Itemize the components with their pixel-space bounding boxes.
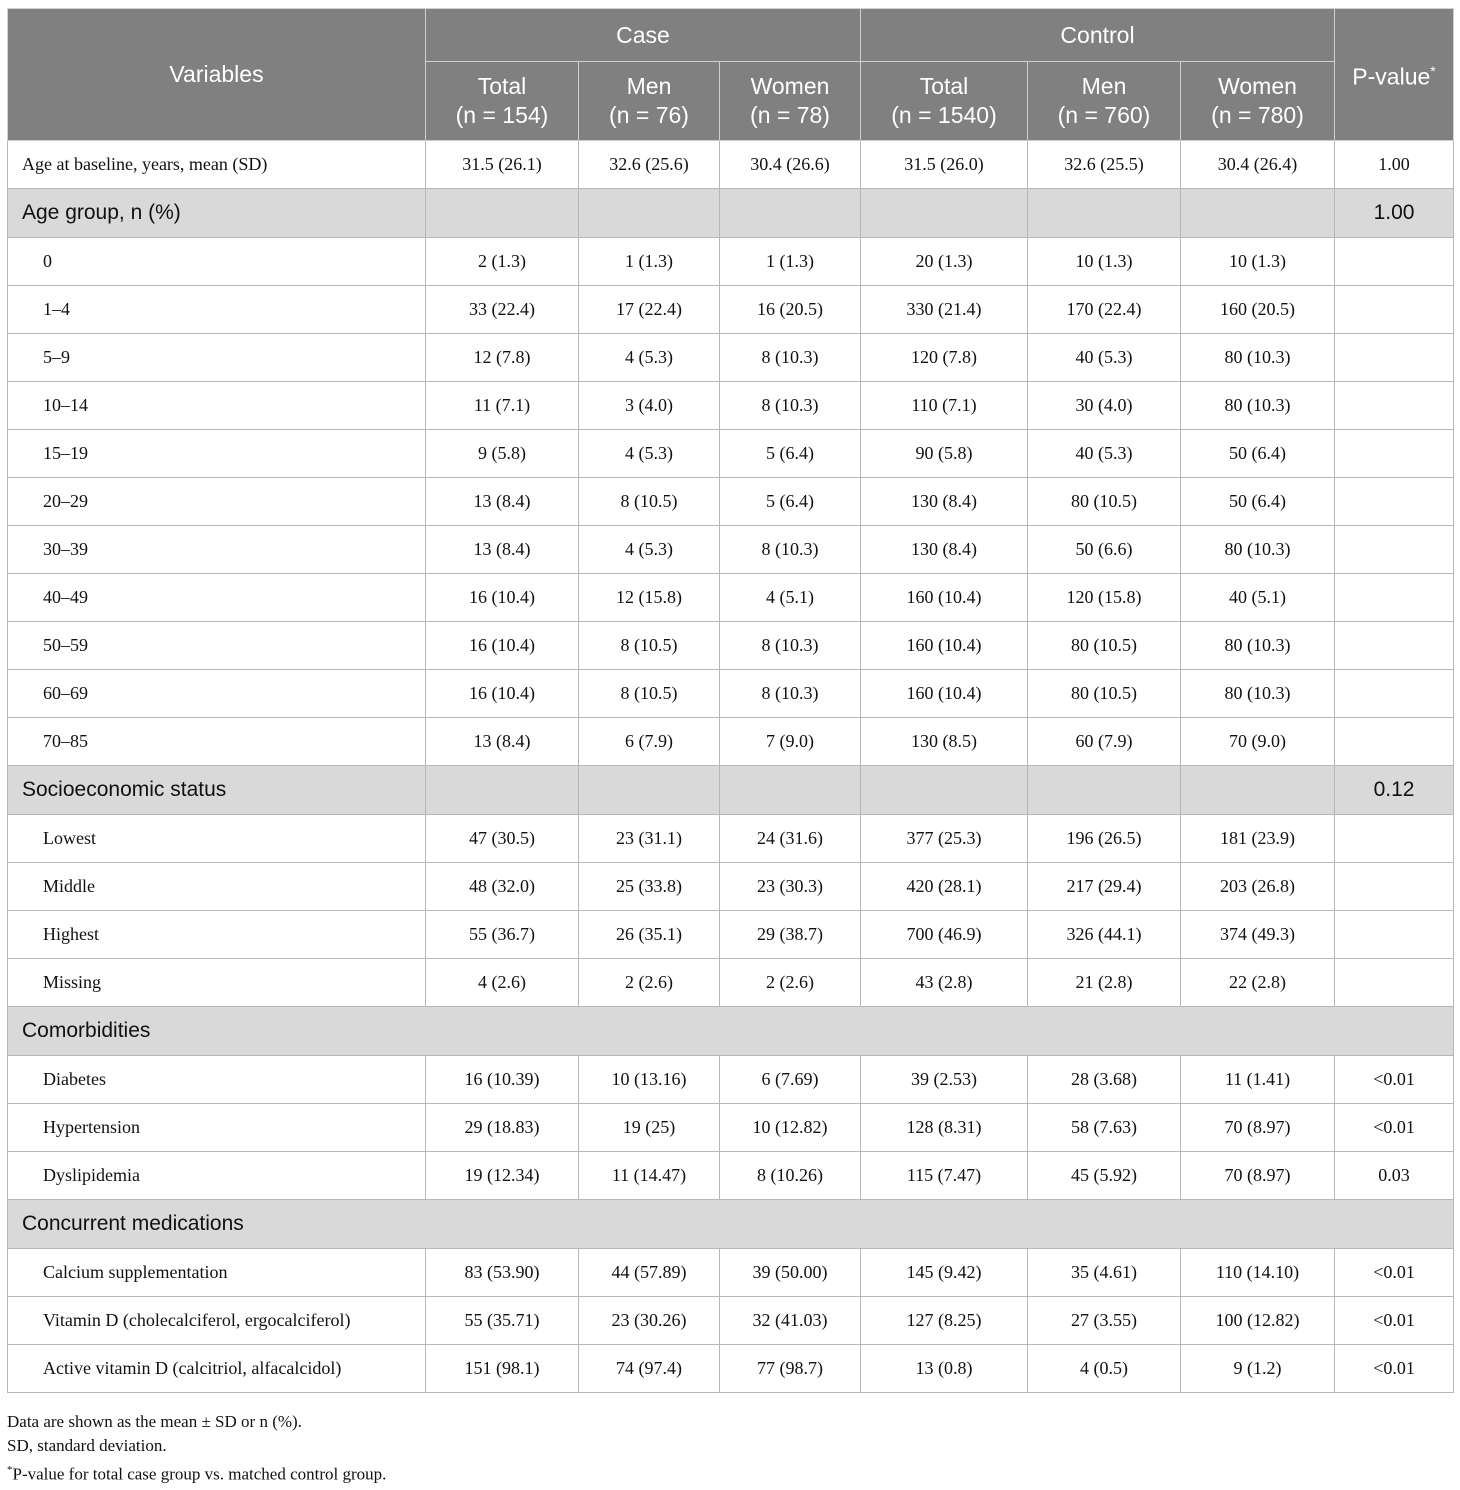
cell-value: 8 (10.5) (579, 670, 720, 718)
cell-pvalue (1335, 718, 1454, 766)
cell-value: 50 (6.4) (1181, 478, 1335, 526)
cell-value: 80 (10.3) (1181, 334, 1335, 382)
cell-value: 30 (4.0) (1028, 382, 1181, 430)
cell-value: 80 (10.5) (1028, 670, 1181, 718)
cell-value: 100 (12.82) (1181, 1297, 1335, 1345)
row-label: Middle (8, 863, 426, 911)
cell-value: 40 (5.3) (1028, 430, 1181, 478)
cell-value: 23 (30.26) (579, 1297, 720, 1345)
cell-value: 128 (8.31) (861, 1104, 1028, 1152)
table-row (8, 478, 1454, 526)
header-col-n: (n = 154) (455, 102, 549, 128)
table-row (8, 622, 1454, 670)
cell-value: 10 (1.3) (1028, 238, 1181, 286)
cell-pvalue (1335, 670, 1454, 718)
cell-value: 20 (1.3) (861, 238, 1028, 286)
table-row (8, 911, 1454, 959)
cell-value: 21 (2.8) (1028, 959, 1181, 1007)
cell-pvalue (1335, 238, 1454, 286)
cell-value: 55 (36.7) (426, 911, 579, 959)
cell-value: 2 (1.3) (426, 238, 579, 286)
header-case: Case (426, 9, 861, 62)
header-col-label: Men (1081, 73, 1127, 99)
cell-pvalue (1335, 863, 1454, 911)
cell-value: 29 (38.7) (720, 911, 861, 959)
cell-value: 27 (3.55) (1028, 1297, 1181, 1345)
cell-value: 330 (21.4) (861, 286, 1028, 334)
cell-pvalue (1335, 574, 1454, 622)
cell-value (1181, 189, 1335, 238)
cell-pvalue: 1.00 (1335, 141, 1454, 189)
table-row (8, 286, 1454, 334)
cell-value: 11 (7.1) (426, 382, 579, 430)
row-label: 70–85 (8, 718, 426, 766)
cell-value: 1 (1.3) (579, 238, 720, 286)
cell-value: 50 (6.4) (1181, 430, 1335, 478)
cell-value: 377 (25.3) (861, 815, 1028, 863)
cell-value: 40 (5.3) (1028, 334, 1181, 382)
cell-value: 217 (29.4) (1028, 863, 1181, 911)
table-row (8, 526, 1454, 574)
cell-pvalue (1335, 622, 1454, 670)
cell-value (1028, 766, 1181, 815)
cell-value: 16 (10.4) (426, 670, 579, 718)
header-col-5 (1181, 62, 1335, 141)
cell-value: 35 (4.61) (1028, 1249, 1181, 1297)
cell-value: 130 (8.4) (861, 526, 1028, 574)
cell-value: 10 (1.3) (1181, 238, 1335, 286)
cell-value: 43 (2.8) (861, 959, 1028, 1007)
cell-value: 160 (10.4) (861, 670, 1028, 718)
cell-value: 6 (7.69) (720, 1056, 861, 1104)
cell-value: 4 (2.6) (426, 959, 579, 1007)
cell-value: 32.6 (25.5) (1028, 141, 1181, 189)
cell-pvalue: <0.01 (1335, 1297, 1454, 1345)
table-row (8, 141, 1454, 189)
row-label: Active vitamin D (calcitriol, alfacalcidol) (8, 1345, 426, 1393)
cell-value: 130 (8.4) (861, 478, 1028, 526)
cell-pvalue (1335, 286, 1454, 334)
cell-pvalue: <0.01 (1335, 1345, 1454, 1393)
cell-value: 8 (10.3) (720, 382, 861, 430)
row-label: Socioeconomic status (8, 766, 426, 815)
cell-value: 13 (8.4) (426, 718, 579, 766)
cell-value: 9 (1.2) (1181, 1345, 1335, 1393)
cell-value: 70 (9.0) (1181, 718, 1335, 766)
cell-pvalue: 1.00 (1335, 189, 1454, 238)
cell-value: 77 (98.7) (720, 1345, 861, 1393)
header-col-0 (426, 62, 579, 141)
row-label: 1–4 (8, 286, 426, 334)
cell-value: 127 (8.25) (861, 1297, 1028, 1345)
cell-pvalue: <0.01 (1335, 1056, 1454, 1104)
row-label: 20–29 (8, 478, 426, 526)
cell-value: 33 (22.4) (426, 286, 579, 334)
row-label: 5–9 (8, 334, 426, 382)
cell-value: 2 (2.6) (579, 959, 720, 1007)
cell-value: 10 (13.16) (579, 1056, 720, 1104)
table-row (8, 718, 1454, 766)
cell-pvalue (1335, 911, 1454, 959)
note-sd: SD, standard deviation. (7, 1436, 167, 1455)
cell-value: 39 (50.00) (720, 1249, 861, 1297)
table-row (8, 238, 1454, 286)
cell-value: 22 (2.8) (1181, 959, 1335, 1007)
row-label: 15–19 (8, 430, 426, 478)
cell-value: 32.6 (25.6) (579, 141, 720, 189)
header-col-3 (861, 62, 1028, 141)
header-col-1 (579, 62, 720, 141)
cell-value: 30.4 (26.6) (720, 141, 861, 189)
cell-pvalue: 0.12 (1335, 766, 1454, 815)
cell-value: 50 (6.6) (1028, 526, 1181, 574)
cell-value: 80 (10.3) (1181, 622, 1335, 670)
cell-pvalue (1335, 334, 1454, 382)
data-table (7, 8, 1454, 1393)
cell-value: 160 (10.4) (861, 622, 1028, 670)
cell-value: 25 (33.8) (579, 863, 720, 911)
cell-value (426, 189, 579, 238)
cell-value: 19 (12.34) (426, 1152, 579, 1200)
cell-value: 80 (10.5) (1028, 478, 1181, 526)
header-col-n: (n = 78) (750, 102, 830, 128)
cell-value: 10 (12.82) (720, 1104, 861, 1152)
note-pvalue (7, 1458, 386, 1487)
header-pvalue (1335, 9, 1454, 141)
cell-value: 8 (10.5) (579, 622, 720, 670)
header-col-n: (n = 76) (609, 102, 689, 128)
header-col-n: (n = 760) (1057, 102, 1151, 128)
table-container (7, 8, 1453, 1393)
cell-value: 115 (7.47) (861, 1152, 1028, 1200)
cell-value: 45 (5.92) (1028, 1152, 1181, 1200)
cell-value: 170 (22.4) (1028, 286, 1181, 334)
row-label: Hypertension (8, 1104, 426, 1152)
cell-value: 23 (30.3) (720, 863, 861, 911)
cell-value: 120 (7.8) (861, 334, 1028, 382)
note-pvalue-text: P-value for total case group vs. matched control group. (12, 1464, 387, 1484)
cell-value: 13 (0.8) (861, 1345, 1028, 1393)
cell-value (579, 766, 720, 815)
cell-value (720, 189, 861, 238)
table-row (8, 815, 1454, 863)
table-row (8, 670, 1454, 718)
cell-value: 151 (98.1) (426, 1345, 579, 1393)
header-col-n: (n = 1540) (891, 102, 997, 128)
header-control: Control (861, 9, 1335, 62)
cell-value: 326 (44.1) (1028, 911, 1181, 959)
cell-pvalue (1335, 959, 1454, 1007)
row-label: Comorbidities (8, 1007, 1454, 1056)
cell-value: 40 (5.1) (1181, 574, 1335, 622)
cell-value: 80 (10.3) (1181, 670, 1335, 718)
table-row (8, 766, 1454, 815)
cell-value: 160 (10.4) (861, 574, 1028, 622)
cell-value: 28 (3.68) (1028, 1056, 1181, 1104)
cell-value: 16 (10.4) (426, 574, 579, 622)
cell-value: 32 (41.03) (720, 1297, 861, 1345)
cell-value: 130 (8.5) (861, 718, 1028, 766)
cell-value: 3 (4.0) (579, 382, 720, 430)
table-row (8, 574, 1454, 622)
cell-value: 4 (5.3) (579, 334, 720, 382)
row-label: Lowest (8, 815, 426, 863)
cell-value: 11 (1.41) (1181, 1056, 1335, 1104)
cell-value: 8 (10.3) (720, 526, 861, 574)
cell-value: 83 (53.90) (426, 1249, 579, 1297)
cell-pvalue (1335, 478, 1454, 526)
cell-value: 80 (10.3) (1181, 382, 1335, 430)
row-label: Concurrent medications (8, 1200, 1454, 1249)
cell-value: 11 (14.47) (579, 1152, 720, 1200)
cell-pvalue: <0.01 (1335, 1249, 1454, 1297)
cell-pvalue (1335, 526, 1454, 574)
cell-value (861, 766, 1028, 815)
row-label: 10–14 (8, 382, 426, 430)
cell-value: 181 (23.9) (1181, 815, 1335, 863)
table-row (8, 1152, 1454, 1200)
cell-value: 19 (25) (579, 1104, 720, 1152)
cell-value: 12 (15.8) (579, 574, 720, 622)
header-col-label: Women (1218, 73, 1297, 99)
cell-value: 16 (10.4) (426, 622, 579, 670)
row-label: 0 (8, 238, 426, 286)
cell-value: 31.5 (26.1) (426, 141, 579, 189)
cell-value: 13 (8.4) (426, 526, 579, 574)
cell-value: 39 (2.53) (861, 1056, 1028, 1104)
cell-value: 110 (14.10) (1181, 1249, 1335, 1297)
cell-pvalue (1335, 382, 1454, 430)
cell-value: 74 (97.4) (579, 1345, 720, 1393)
cell-pvalue (1335, 815, 1454, 863)
row-label: Highest (8, 911, 426, 959)
cell-value: 80 (10.5) (1028, 622, 1181, 670)
table-row (8, 1200, 1454, 1249)
cell-value: 420 (28.1) (861, 863, 1028, 911)
cell-value: 4 (5.3) (579, 526, 720, 574)
header-pvalue-mark: * (1430, 63, 1436, 80)
cell-value: 8 (10.26) (720, 1152, 861, 1200)
table-row (8, 430, 1454, 478)
note-data-shown: Data are shown as the mean ± SD or n (%). (7, 1412, 302, 1431)
cell-value: 9 (5.8) (426, 430, 579, 478)
cell-value (1028, 189, 1181, 238)
cell-value: 48 (32.0) (426, 863, 579, 911)
cell-pvalue (1335, 430, 1454, 478)
header-col-2 (720, 62, 861, 141)
cell-value: 8 (10.3) (720, 670, 861, 718)
cell-pvalue: <0.01 (1335, 1104, 1454, 1152)
cell-value: 12 (7.8) (426, 334, 579, 382)
cell-value: 58 (7.63) (1028, 1104, 1181, 1152)
row-label: Diabetes (8, 1056, 426, 1104)
cell-value: 5 (6.4) (720, 478, 861, 526)
cell-value: 8 (10.5) (579, 478, 720, 526)
table-row (8, 1056, 1454, 1104)
table-row (8, 959, 1454, 1007)
cell-value: 4 (0.5) (1028, 1345, 1181, 1393)
cell-value: 80 (10.3) (1181, 526, 1335, 574)
table-row (8, 189, 1454, 238)
cell-value (861, 189, 1028, 238)
cell-value: 16 (10.39) (426, 1056, 579, 1104)
header-variables: Variables (8, 9, 426, 141)
row-label: 50–59 (8, 622, 426, 670)
cell-value: 70 (8.97) (1181, 1152, 1335, 1200)
table-row (8, 382, 1454, 430)
header-col-n: (n = 780) (1211, 102, 1304, 128)
cell-value: 196 (26.5) (1028, 815, 1181, 863)
table-row (8, 863, 1454, 911)
row-label: Age group, n (%) (8, 189, 426, 238)
table-row (8, 1345, 1454, 1393)
cell-value: 8 (10.3) (720, 334, 861, 382)
header-col-label: Total (477, 73, 527, 99)
table-row (8, 334, 1454, 382)
cell-value: 4 (5.3) (579, 430, 720, 478)
cell-value: 6 (7.9) (579, 718, 720, 766)
cell-value: 145 (9.42) (861, 1249, 1028, 1297)
cell-value: 1 (1.3) (720, 238, 861, 286)
cell-value: 8 (10.3) (720, 622, 861, 670)
header-col-label: Total (919, 73, 969, 99)
cell-value: 120 (15.8) (1028, 574, 1181, 622)
cell-value: 16 (20.5) (720, 286, 861, 334)
table-row (8, 1249, 1454, 1297)
row-label: Vitamin D (cholecalciferol, ergocalciferol) (8, 1297, 426, 1345)
table-row (8, 1104, 1454, 1152)
header-col-label: Women (750, 73, 830, 99)
cell-value: 55 (35.71) (426, 1297, 579, 1345)
cell-value: 23 (31.1) (579, 815, 720, 863)
row-label: Dyslipidemia (8, 1152, 426, 1200)
table-notes (7, 1410, 386, 1487)
row-label: 30–39 (8, 526, 426, 574)
header-col-label: Men (626, 73, 672, 99)
cell-value: 24 (31.6) (720, 815, 861, 863)
cell-value: 90 (5.8) (861, 430, 1028, 478)
row-label: Age at baseline, years, mean (SD) (8, 141, 426, 189)
cell-value: 13 (8.4) (426, 478, 579, 526)
header-col-4 (1028, 62, 1181, 141)
cell-pvalue: 0.03 (1335, 1152, 1454, 1200)
cell-value: 60 (7.9) (1028, 718, 1181, 766)
cell-value (720, 766, 861, 815)
cell-value: 47 (30.5) (426, 815, 579, 863)
row-label: Missing (8, 959, 426, 1007)
cell-value: 5 (6.4) (720, 430, 861, 478)
cell-value: 203 (26.8) (1181, 863, 1335, 911)
cell-value (426, 766, 579, 815)
cell-value: 700 (46.9) (861, 911, 1028, 959)
table-row (8, 1297, 1454, 1345)
note-pvalue-mark: * (7, 1464, 13, 1476)
cell-value: 160 (20.5) (1181, 286, 1335, 334)
cell-value: 110 (7.1) (861, 382, 1028, 430)
cell-value: 17 (22.4) (579, 286, 720, 334)
header-pvalue-label: P-value (1352, 63, 1431, 90)
cell-value (579, 189, 720, 238)
cell-value: 374 (49.3) (1181, 911, 1335, 959)
cell-value: 29 (18.83) (426, 1104, 579, 1152)
cell-value: 31.5 (26.0) (861, 141, 1028, 189)
cell-value: 30.4 (26.4) (1181, 141, 1335, 189)
cell-value: 44 (57.89) (579, 1249, 720, 1297)
cell-value: 26 (35.1) (579, 911, 720, 959)
cell-value: 4 (5.1) (720, 574, 861, 622)
cell-value: 70 (8.97) (1181, 1104, 1335, 1152)
table-row (8, 1007, 1454, 1056)
cell-value (1181, 766, 1335, 815)
row-label: 40–49 (8, 574, 426, 622)
row-label: Calcium supplementation (8, 1249, 426, 1297)
cell-value: 2 (2.6) (720, 959, 861, 1007)
row-label: 60–69 (8, 670, 426, 718)
cell-value: 7 (9.0) (720, 718, 861, 766)
